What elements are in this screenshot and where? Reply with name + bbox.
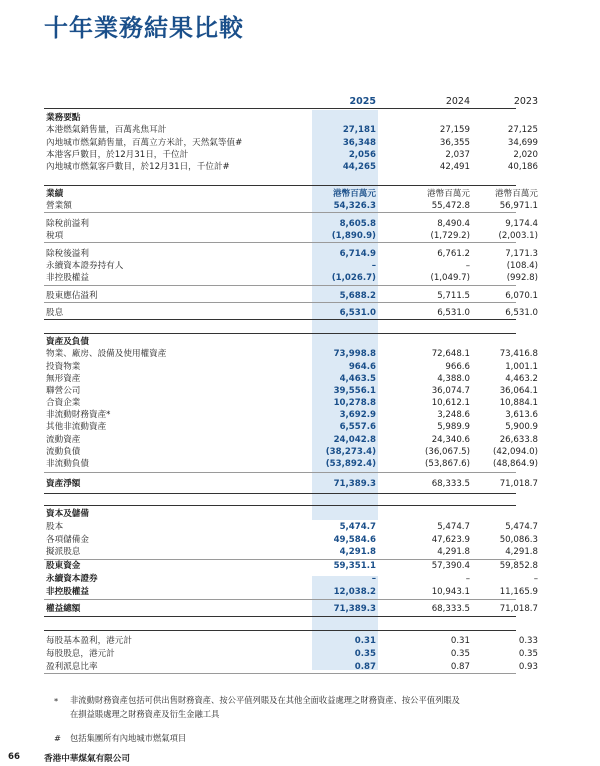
cell-2024: 36,355 — [439, 138, 470, 148]
row-label: 股息 — [46, 308, 64, 318]
cell-2023: 26,633.8 — [499, 435, 538, 445]
company-name: 香港中華煤氣有限公司 — [44, 754, 130, 764]
cell-2025: 71,389.3 — [333, 479, 376, 489]
cell-2024: – — [465, 574, 470, 584]
cell-2023: 5,474.7 — [505, 522, 538, 532]
table-row — [44, 649, 538, 660]
row-label: 除稅前溢利 — [46, 219, 89, 229]
cell-2025: 3,692.9 — [339, 410, 376, 420]
cell-2023: 6,531.0 — [505, 308, 538, 318]
cell-2023: 7,171.3 — [505, 249, 538, 259]
row-label: 流動負債 — [46, 447, 81, 457]
row-label: 擬派股息 — [46, 547, 81, 557]
cell-2024: 42,491 — [439, 162, 470, 172]
cell-2023: 73,416.8 — [499, 349, 538, 359]
table-row — [44, 150, 538, 161]
table-row — [44, 574, 538, 585]
row-label: 非控股權益 — [46, 273, 89, 283]
table-divider — [44, 472, 516, 473]
table-row — [44, 249, 538, 260]
cell-2025: 54,326.3 — [333, 201, 376, 211]
cell-2023: (2,003.1) — [498, 231, 538, 241]
table-divider — [44, 108, 516, 109]
table-row — [44, 261, 538, 272]
table-row — [44, 662, 538, 673]
cell-2024: 47,623.9 — [431, 535, 470, 545]
table-row — [44, 138, 538, 149]
page-title: 十年業務結果比較 — [44, 14, 244, 42]
row-label: 聯營公司 — [46, 386, 81, 396]
table-divider — [44, 630, 516, 631]
row-label: 各項儲備金 — [46, 535, 89, 545]
cell-2024: (1,729.2) — [430, 231, 470, 241]
cell-2024: 2,037 — [445, 150, 470, 160]
cell-2023: 1,001.1 — [505, 362, 538, 372]
table-row — [44, 547, 538, 558]
cell-2025: – — [371, 574, 376, 584]
cell-2024: 10,943.1 — [431, 587, 470, 597]
cell-2023: 5,900.9 — [505, 422, 538, 432]
row-label: 營業額 — [46, 201, 72, 211]
row-label: 非流動財務資產* — [46, 410, 111, 420]
row-label: 無形資產 — [46, 374, 81, 384]
cell-2025: 0.35 — [354, 649, 376, 659]
table-row — [44, 125, 538, 136]
cell-2023: 0.33 — [518, 636, 538, 646]
cell-2023: (108.4) — [506, 261, 538, 271]
cell-2023: 56,971.1 — [499, 201, 538, 211]
row-label: 物業、廠房、設備及使用權資產 — [46, 349, 167, 359]
row-label: 除稅後溢利 — [46, 249, 89, 259]
row-label: 股東應佔溢利 — [46, 291, 98, 301]
cell-2023: 6,070.1 — [505, 291, 538, 301]
cell-2024: – — [465, 261, 470, 271]
cell-2025: – — [371, 261, 376, 271]
table-row — [44, 162, 538, 173]
row-label: 股本 — [46, 522, 64, 532]
cell-2024: 6,531.0 — [437, 308, 470, 318]
table-divider — [44, 302, 516, 303]
cell-2025: 6,531.0 — [339, 308, 376, 318]
cell-2024: 4,291.8 — [437, 547, 470, 557]
cell-2024: 68,333.5 — [431, 604, 470, 614]
cell-2024: 0.31 — [450, 636, 470, 646]
cell-2025: 10,278.8 — [333, 398, 376, 408]
row-label: 流動資產 — [46, 435, 81, 445]
table-row — [44, 349, 538, 360]
table-row — [44, 535, 538, 546]
cell-2023: 4,463.2 — [505, 374, 538, 384]
cell-2023: (992.8) — [506, 273, 538, 283]
table-divider — [44, 212, 516, 213]
cell-2025: 39,556.1 — [333, 386, 376, 396]
table-row — [44, 509, 516, 520]
table-row — [44, 522, 538, 533]
cell-2024: 966.6 — [445, 362, 470, 372]
cell-2023: 27,125 — [507, 125, 538, 135]
cell-2025: 6,714.9 — [339, 249, 376, 259]
table-divider — [44, 333, 516, 334]
table-row — [44, 459, 538, 470]
cell-2024: 68,333.5 — [431, 479, 470, 489]
table-row — [44, 410, 538, 421]
cell-2025: 59,351.1 — [333, 561, 376, 571]
table-row — [44, 291, 538, 302]
cell-2023: 港幣百萬元 — [495, 189, 538, 199]
table-row — [44, 231, 538, 242]
cell-2024: 10,612.1 — [431, 398, 470, 408]
cell-2024: 55,472.8 — [431, 201, 470, 211]
table-divider — [44, 285, 516, 286]
table-divider — [44, 673, 516, 674]
year-header-2023: 2023 — [513, 96, 538, 107]
table-row — [44, 362, 538, 373]
table-row — [44, 604, 538, 615]
row-label: 資產淨額 — [46, 479, 81, 489]
row-label: 資本及儲備 — [46, 509, 89, 519]
row-label: 非控股權益 — [46, 587, 89, 597]
cell-2023: (48,864.9) — [493, 459, 538, 469]
cell-2025: 49,584.6 — [333, 535, 376, 545]
cell-2024: 港幣百萬元 — [427, 189, 470, 199]
page-number: 66 — [8, 752, 20, 762]
cell-2024: 5,711.5 — [437, 291, 470, 301]
table-row — [44, 113, 516, 124]
cell-2025: (38,273.4) — [325, 447, 376, 457]
cell-2023: (42,094.0) — [493, 447, 538, 457]
table-row — [44, 374, 538, 385]
cell-2025: (1,026.7) — [331, 273, 376, 283]
year-header-2025: 2025 — [349, 96, 376, 107]
row-label: 其他非流動資產 — [46, 422, 107, 432]
cell-2023: 0.93 — [518, 662, 538, 672]
cell-2025: 港幣百萬元 — [333, 189, 376, 199]
cell-2024: (1,049.7) — [430, 273, 470, 283]
table-row — [44, 201, 538, 212]
table-row — [44, 337, 516, 348]
cell-2025: 36,348 — [342, 138, 376, 148]
row-label: 業務要點 — [46, 113, 81, 123]
cell-2023: 50,086.3 — [499, 535, 538, 545]
row-label: 永續資本證券 — [46, 574, 98, 584]
cell-2023: 40,186 — [507, 162, 538, 172]
cell-2025: (53,892.4) — [325, 459, 376, 469]
cell-2025: 6,557.6 — [339, 422, 376, 432]
cell-2024: 3,248.6 — [437, 410, 470, 420]
table-row — [44, 308, 538, 319]
cell-2025: 73,998.8 — [333, 349, 376, 359]
row-label: 本港燃氣銷售量，百萬兆焦耳計 — [46, 125, 167, 135]
cell-2024: 6,761.2 — [437, 249, 470, 259]
cell-2023: 9,174.4 — [505, 219, 538, 229]
cell-2023: 10,884.1 — [499, 398, 538, 408]
cell-2024: (53,867.6) — [425, 459, 470, 469]
table-row — [44, 386, 538, 397]
table-row — [44, 189, 538, 200]
table-divider — [44, 319, 516, 320]
cell-2023: 3,613.6 — [505, 410, 538, 420]
row-label: 權益總額 — [46, 604, 81, 614]
table-row — [44, 636, 538, 647]
row-label: 非流動負債 — [46, 459, 89, 469]
cell-2024: 0.35 — [450, 649, 470, 659]
row-label: 稅項 — [46, 231, 64, 241]
cell-2025: 44,265 — [342, 162, 376, 172]
cell-2023: 71,018.7 — [499, 479, 538, 489]
cell-2025: 0.31 — [354, 636, 376, 646]
cell-2024: 4,388.0 — [437, 374, 470, 384]
table-divider — [44, 185, 516, 186]
cell-2025: 27,181 — [342, 125, 376, 135]
cell-2025: 964.6 — [348, 362, 376, 372]
row-label: 盈利派息比率 — [46, 662, 98, 672]
cell-2025: 8,605.8 — [339, 219, 376, 229]
table-divider — [44, 242, 516, 243]
row-label: 合資企業 — [46, 398, 81, 408]
cell-2025: 4,291.8 — [339, 547, 376, 557]
cell-2023: 11,165.9 — [499, 587, 538, 597]
footnote-star-line1: 非流動財務資產包括可供出售財務資產、按公平值列賬及在其他全面收益處理之財務資產、按公平值列賬及 — [70, 695, 460, 705]
cell-2024: 5,989.9 — [437, 422, 470, 432]
cell-2025: (1,890.9) — [331, 231, 376, 241]
cell-2023: 59,852.8 — [499, 561, 538, 571]
cell-2024: (36,067.5) — [425, 447, 470, 457]
table-row — [44, 422, 538, 433]
row-label: 本港客戶數目，於12月31日，千位計 — [46, 150, 189, 160]
table-row — [44, 435, 538, 446]
cell-2023: 71,018.7 — [499, 604, 538, 614]
footnote-hash: 包括集團所有內地城市燃氣項目 — [70, 733, 187, 743]
cell-2023: 0.35 — [518, 649, 538, 659]
cell-2024: 0.87 — [450, 662, 470, 672]
cell-2024: 36,074.7 — [431, 386, 470, 396]
row-label: 內地城市燃氣客戶數目，於12月31日，千位計# — [46, 162, 230, 172]
cell-2023: – — [533, 574, 538, 584]
row-label: 永續資本證券持有人 — [46, 261, 124, 271]
table-row — [44, 447, 538, 458]
cell-2024: 57,390.4 — [431, 561, 470, 571]
table-row — [44, 273, 538, 284]
table-divider — [44, 559, 516, 560]
cell-2023: 34,699 — [507, 138, 538, 148]
row-label: 每股基本盈利，港元計 — [46, 636, 132, 646]
table-row — [44, 587, 538, 598]
cell-2024: 8,490.4 — [437, 219, 470, 229]
cell-2023: 36,064.1 — [499, 386, 538, 396]
row-label: 投資物業 — [46, 362, 81, 372]
table-row — [44, 479, 538, 490]
table-divider — [44, 616, 516, 617]
cell-2025: 12,038.2 — [333, 587, 376, 597]
cell-2025: 5,688.2 — [339, 291, 376, 301]
cell-2025: 4,463.5 — [339, 374, 376, 384]
cell-2023: 2,020 — [513, 150, 538, 160]
cell-2025: 24,042.8 — [333, 435, 376, 445]
table-row — [44, 219, 538, 230]
table-divider — [44, 505, 516, 506]
footnote-star-mark: * — [54, 696, 59, 706]
year-header-2024: 2024 — [445, 96, 470, 107]
row-label: 股東資金 — [46, 561, 81, 571]
footnote-hash-mark: # — [54, 733, 61, 743]
cell-2025: 2,056 — [348, 150, 376, 160]
table-row — [44, 398, 538, 409]
cell-2024: 27,159 — [439, 125, 470, 135]
cell-2025: 71,389.3 — [333, 604, 376, 614]
row-label: 每股股息，港元計 — [46, 649, 115, 659]
table-row — [44, 561, 538, 572]
cell-2024: 5,474.7 — [437, 522, 470, 532]
cell-2025: 0.87 — [354, 662, 376, 672]
cell-2024: 72,648.1 — [431, 349, 470, 359]
table-divider — [44, 599, 516, 600]
row-label: 內地城市燃氣銷售量，百萬立方米計，天然氣等值# — [46, 138, 243, 148]
table-divider — [44, 493, 516, 494]
cell-2025: 5,474.7 — [339, 522, 376, 532]
row-label: 業績 — [46, 189, 64, 199]
row-label: 資產及負債 — [46, 337, 89, 347]
cell-2023: 4,291.8 — [505, 547, 538, 557]
cell-2024: 24,340.6 — [431, 435, 470, 445]
footnote-star-line2: 在損益賬處理之財務資產及衍生金融工具 — [70, 709, 220, 719]
